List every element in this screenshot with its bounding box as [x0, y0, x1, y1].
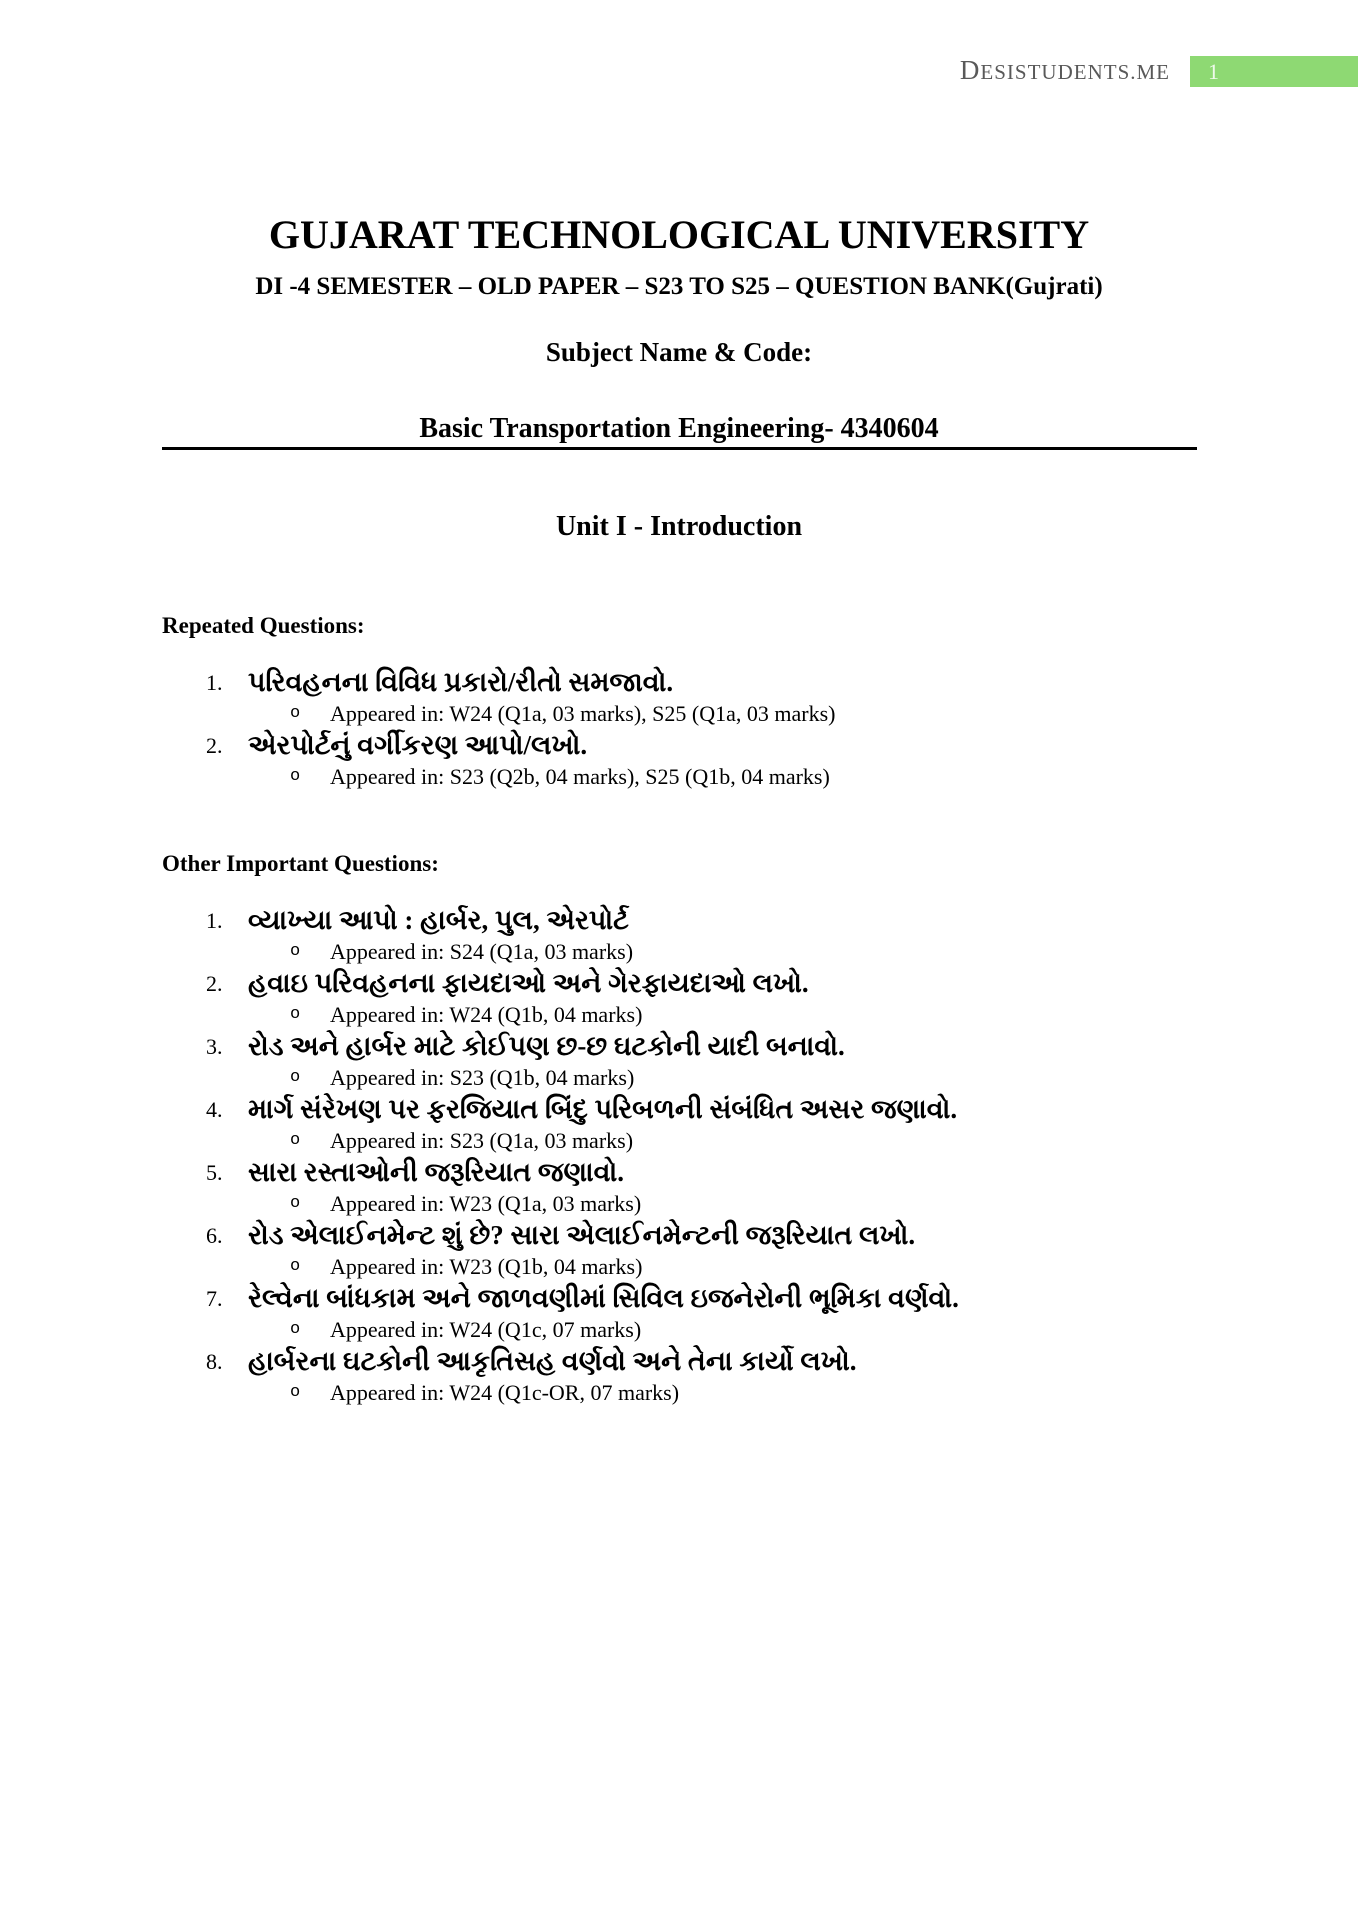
question-item [162, 664, 1238, 727]
question-section [162, 850, 1238, 1406]
question-row [162, 727, 1238, 764]
section-heading: Repeated Questions: [162, 613, 365, 638]
question-sections [162, 612, 1238, 1406]
question-item [162, 1217, 1238, 1280]
circle-bullet-icon: o [290, 1257, 301, 1276]
circle-bullet-icon: o [290, 1194, 301, 1213]
document-title: GUJARAT TECHNOLOGICAL UNIVERSITY [268, 212, 1090, 257]
question-text: હવાઇ પરિવહનના ફાયદાઓ અને ગેરફાયદાઓ લખો. [248, 968, 809, 998]
question-item [162, 727, 1238, 790]
question-list [162, 664, 1238, 790]
question-number: 3. [206, 1034, 223, 1059]
question-row [162, 965, 1238, 1002]
circle-bullet-icon: o [290, 1005, 301, 1024]
circle-bullet-icon: o [290, 1131, 301, 1150]
appeared-in-text: Appeared in: W24 (Q1a, 03 marks), S25 (Q1a, 03 marks) [330, 701, 836, 726]
question-number: 8. [206, 1349, 223, 1374]
question-text: રેલ્વેના બાંધકામ અને જાળવણીમાં સિવિલ ઇજનેરોની ભૂમિકા વર્ણવો. [248, 1283, 959, 1313]
site-header [960, 55, 1358, 88]
appeared-row [162, 1002, 1238, 1028]
question-row [162, 664, 1238, 701]
appeared-row [162, 701, 1238, 727]
section-heading: Other Important Questions: [162, 851, 439, 876]
horizontal-rule [162, 447, 1197, 450]
question-row [162, 1280, 1238, 1317]
appeared-in-text: Appeared in: W24 (Q1c-OR, 07 marks) [330, 1380, 680, 1405]
question-section [162, 612, 1238, 790]
unit-title: Unit I - Introduction [555, 511, 803, 542]
site-label: DESISTUDENTS.ME [959, 55, 1170, 85]
question-item [162, 1154, 1238, 1217]
question-item [162, 902, 1238, 965]
page-number: 1 [1208, 58, 1219, 84]
circle-bullet-icon: o [290, 1320, 301, 1339]
circle-bullet-icon: o [290, 942, 301, 961]
circle-bullet-icon: o [290, 1068, 301, 1087]
appeared-in-text: Appeared in: W24 (Q1c, 07 marks) [330, 1317, 642, 1342]
appeared-in-text: Appeared in: S23 (Q1a, 03 marks) [330, 1128, 634, 1153]
appeared-in-text: Appeared in: W23 (Q1a, 03 marks) [330, 1191, 642, 1216]
question-item [162, 1343, 1238, 1406]
question-row [162, 902, 1238, 939]
question-number: 2. [206, 971, 223, 996]
question-number: 5. [206, 1160, 223, 1185]
appeared-row [162, 1191, 1238, 1217]
question-list [162, 902, 1238, 1406]
question-text: પરિવહનના વિવિધ પ્રકારો/રીતો સમજાવો. [248, 667, 674, 697]
appeared-row [162, 1380, 1238, 1406]
circle-bullet-icon: o [290, 767, 301, 786]
appeared-row [162, 1317, 1238, 1343]
question-text: માર્ગ સંરેખણ પર ફરજિયાત બિંદુ પરિબળની સંબંધિત અસર જણાવો. [248, 1094, 958, 1124]
question-text: રોડ એલાઈનમેન્ટ શું છે? સારા એલાઈનમેન્ટની જરૂરિયાત લખો. [248, 1220, 916, 1250]
question-row [162, 1217, 1238, 1254]
appeared-row [162, 939, 1238, 965]
appeared-row [162, 1065, 1238, 1091]
appeared-in-text: Appeared in: S23 (Q2b, 04 marks), S25 (Q1b, 04 marks) [330, 764, 830, 789]
question-text: સારા રસ્તાઓની જરૂરિયાત જણાવો. [248, 1157, 624, 1187]
appeared-row [162, 764, 1238, 790]
appeared-in-text: Appeared in: S23 (Q1b, 04 marks) [330, 1065, 635, 1090]
page-number-badge [1190, 56, 1358, 87]
question-number: 1. [206, 908, 223, 933]
question-item [162, 1091, 1238, 1154]
question-number: 7. [206, 1286, 223, 1311]
question-row [162, 1343, 1238, 1380]
question-row [162, 1091, 1238, 1128]
question-number: 6. [206, 1223, 223, 1248]
question-number: 2. [206, 733, 223, 758]
question-text: રોડ અને હાર્બર માટે કોઈપણ છ-છ ઘટકોની યાદી બનાવો. [248, 1031, 845, 1061]
question-row [162, 1028, 1238, 1065]
question-number: 1. [206, 670, 223, 695]
appeared-row [162, 1254, 1238, 1280]
subject-name: Basic Transportation Engineering- 4340604 [419, 413, 939, 444]
question-row [162, 1154, 1238, 1191]
appeared-in-text: Appeared in: W24 (Q1b, 04 marks) [330, 1002, 643, 1027]
question-text: વ્યાખ્યા આપો : હાર્બર, પુલ, એરપોર્ટ [248, 905, 629, 935]
appeared-in-text: Appeared in: W23 (Q1b, 04 marks) [330, 1254, 643, 1279]
question-text: હાર્બરના ઘટકોની આકૃતિસહ વર્ણવો અને તેના કાર્યો લખો. [248, 1346, 857, 1376]
question-item [162, 1028, 1238, 1091]
question-item [162, 1280, 1238, 1343]
question-number: 4. [206, 1097, 223, 1122]
document-subtitle: DI -4 SEMESTER – OLD PAPER – S23 TO S25 – QUESTION BANK(Gujrati) [255, 273, 1103, 300]
question-item [162, 965, 1238, 1028]
circle-bullet-icon: o [290, 1383, 301, 1402]
circle-bullet-icon: o [290, 704, 301, 723]
appeared-row [162, 1128, 1238, 1154]
question-text: એરપોર્ટનું વર્ગીકરણ આપો/લખો. [248, 730, 588, 760]
subject-label: Subject Name & Code: [545, 337, 813, 367]
appeared-in-text: Appeared in: S24 (Q1a, 03 marks) [330, 939, 634, 964]
